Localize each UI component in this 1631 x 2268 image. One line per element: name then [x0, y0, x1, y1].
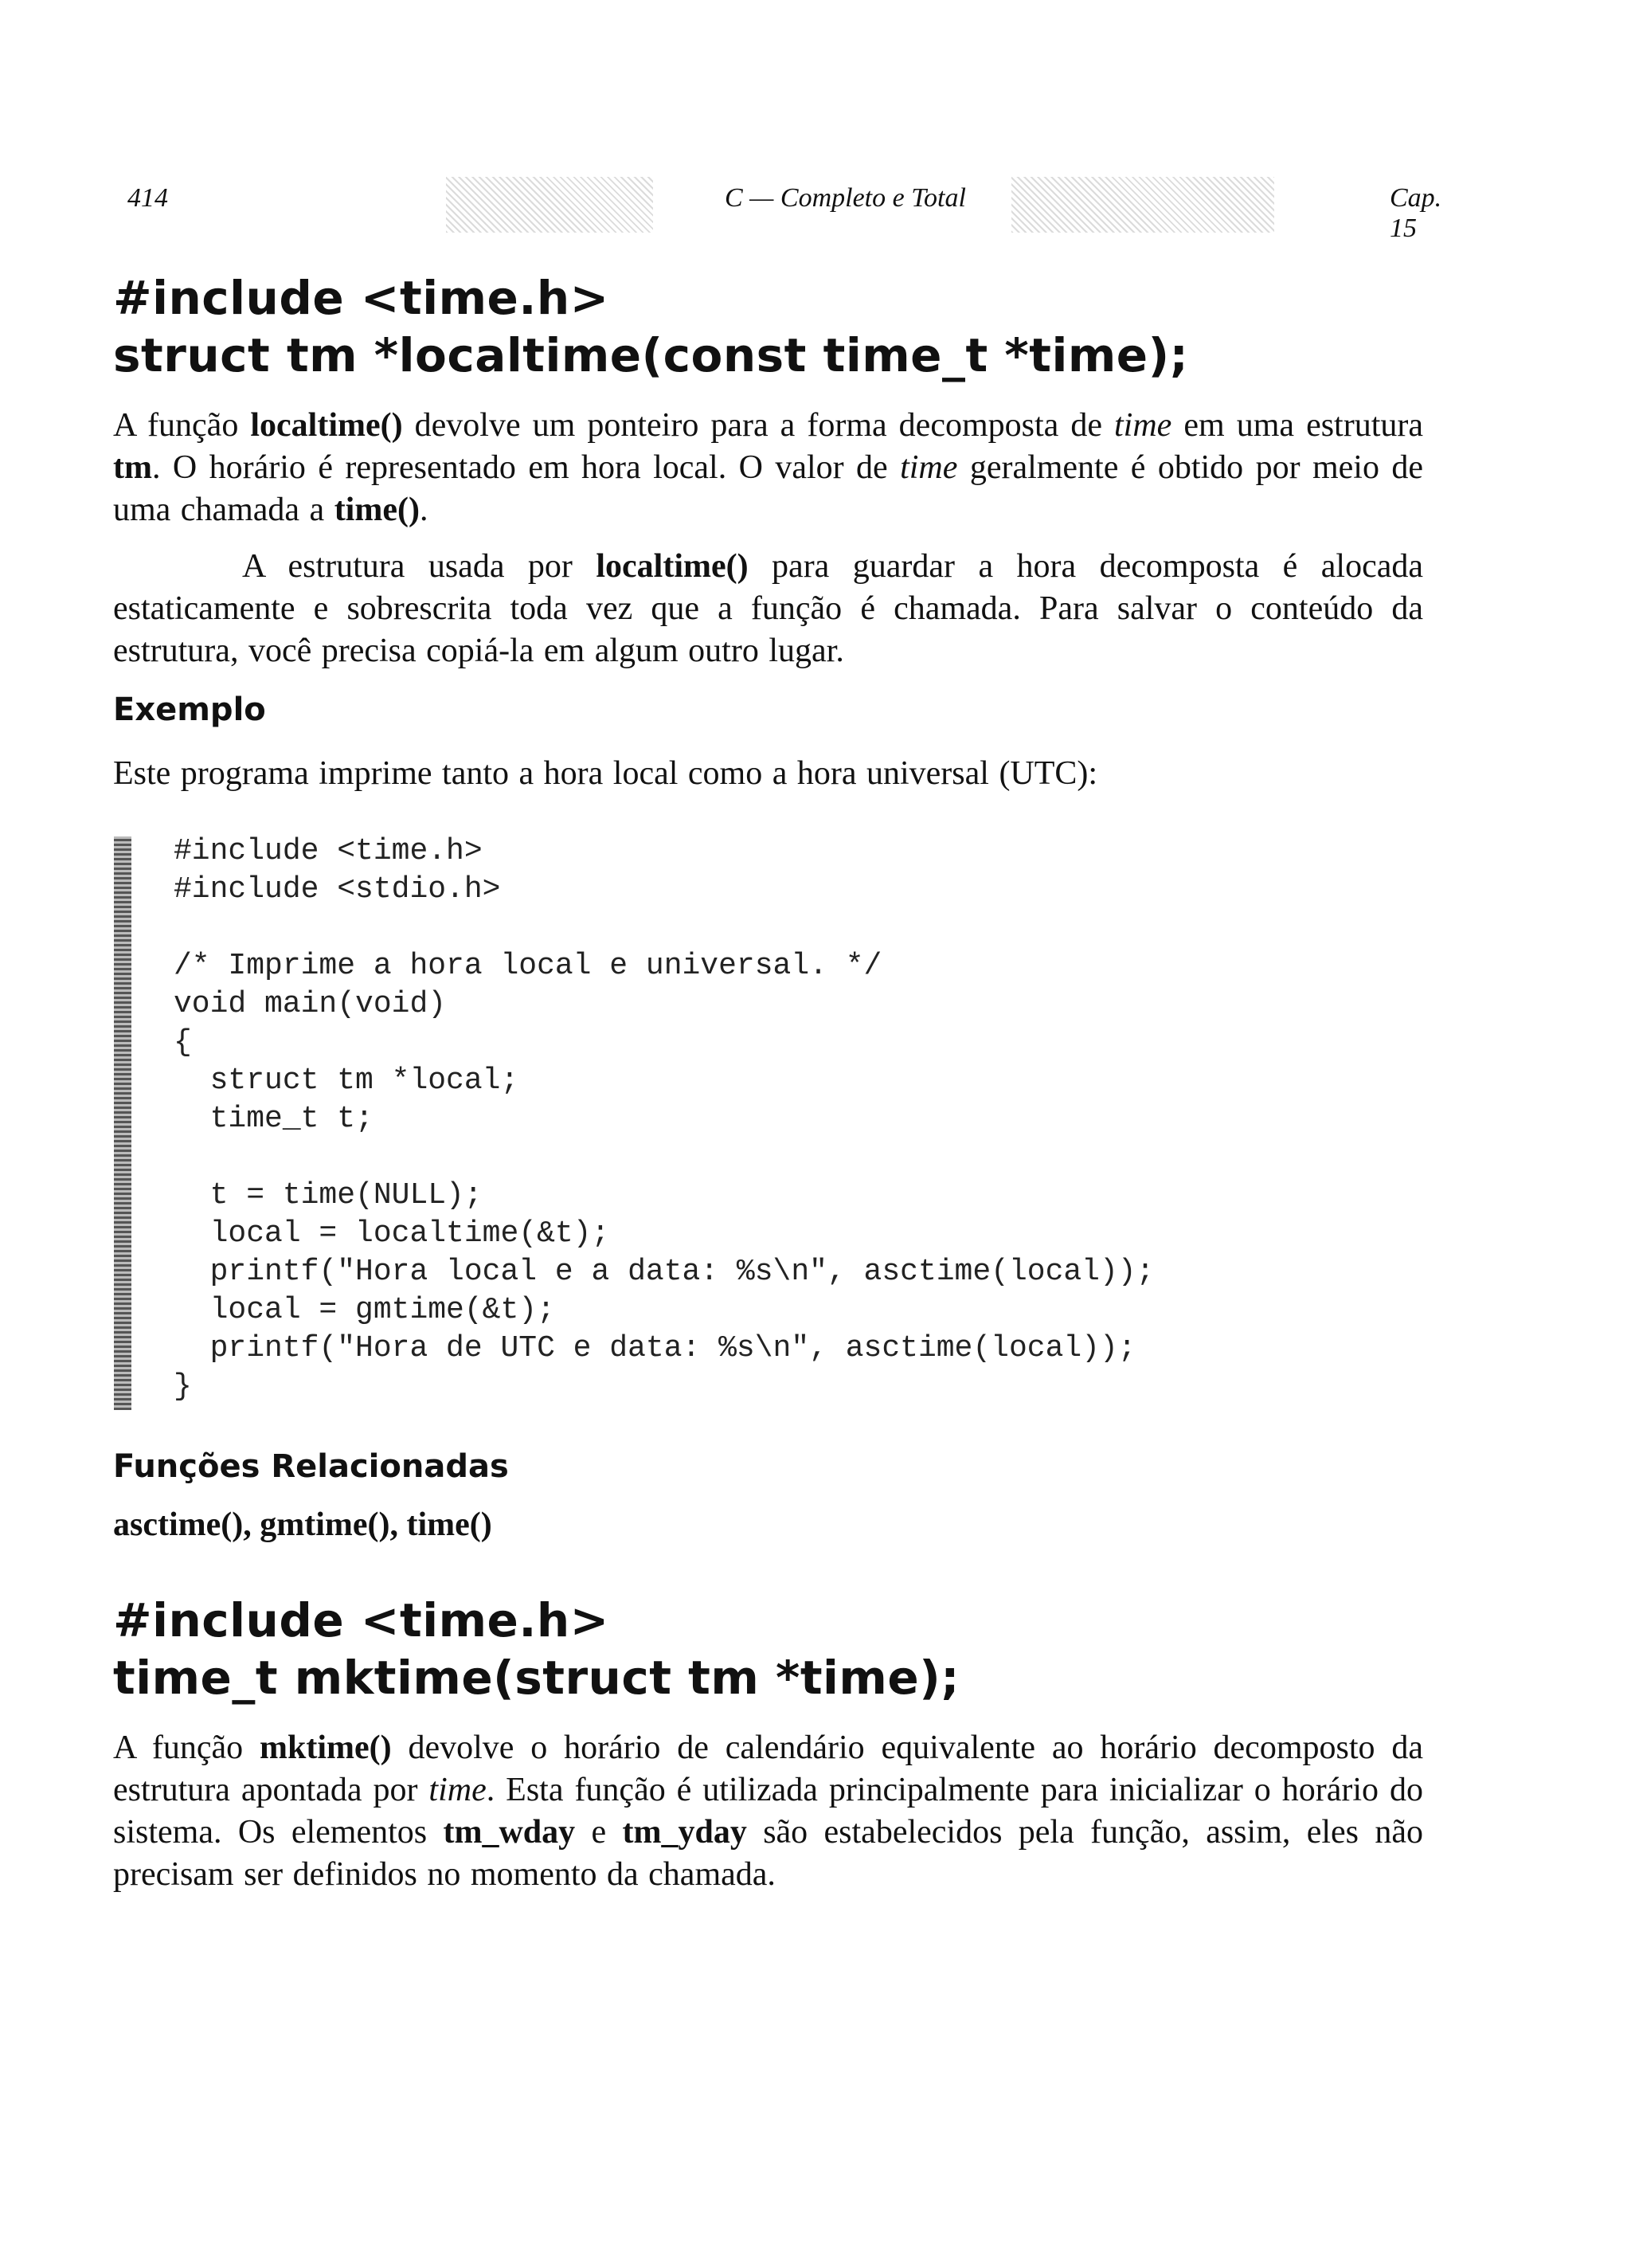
paragraph: A estrutura usada por localtime() para guardar a hora decomposta é alocada estaticamente e sobrescrita toda vez que a função é chamada. Para salvar o conteúdo da estrutura, você precisa copiá-la em algum outro lugar.	[113, 548, 1424, 669]
related-functions-list: asctime(), gmtime(), time()	[113, 1506, 492, 1543]
running-title: C — Completo e Total	[725, 183, 966, 213]
related-functions-heading: Funções Relacionadas	[113, 1448, 509, 1485]
page-number: 414	[127, 183, 168, 213]
section-heading-mktime	[113, 1592, 960, 1706]
heading-prototype-line: time_t mktime(struct tm *time);	[113, 1651, 960, 1705]
scan-smudge	[446, 177, 653, 233]
code-margin-bar	[114, 836, 131, 1410]
heading-include-line: #include <time.h>	[113, 271, 609, 325]
example-intro: Este programa imprime tanto a hora local como a hora universal (UTC):	[113, 755, 1098, 792]
page-header	[111, 177, 1442, 243]
heading-prototype-line: struct tm *localtime(const time_t *time);	[113, 328, 1189, 382]
scan-smudge	[1011, 177, 1274, 233]
paragraph: A função localtime() devolve um ponteiro para a forma decomposta de time em uma estrutura tm. O horário é representado em hora local. O valor de time geralmente é obtido por meio de uma chamada a time().	[113, 407, 1424, 528]
section-heading-localtime	[113, 269, 1188, 384]
code-listing: #include <time.h> #include <stdio.h> /* Imprime a hora local e universal. */ void main(void) { struct tm *local; time_t t; t = time(NULL); local = localtime(&t); printf("Hora local e a data: %s\n", asctime(local)); local = gmtime(&t); printf("Hora de UTC e data: %s\n", asctime(local)); }	[174, 834, 1155, 1404]
heading-include-line: #include <time.h>	[113, 1593, 609, 1647]
paragraph: A função mktime() devolve o horário de calendário equivalente ao horário decomposto da estrutura apontada por time. Esta função é utilizada principalmente para inicializar o horário do sistema. Os elementos tm_wday e tm_yday são estabelecidos pela função, assim, eles não precisam ser definidos no momento da chamada.	[113, 1729, 1423, 1893]
example-heading: Exemplo	[113, 691, 266, 728]
chapter-label: Cap. 15	[1390, 183, 1442, 243]
